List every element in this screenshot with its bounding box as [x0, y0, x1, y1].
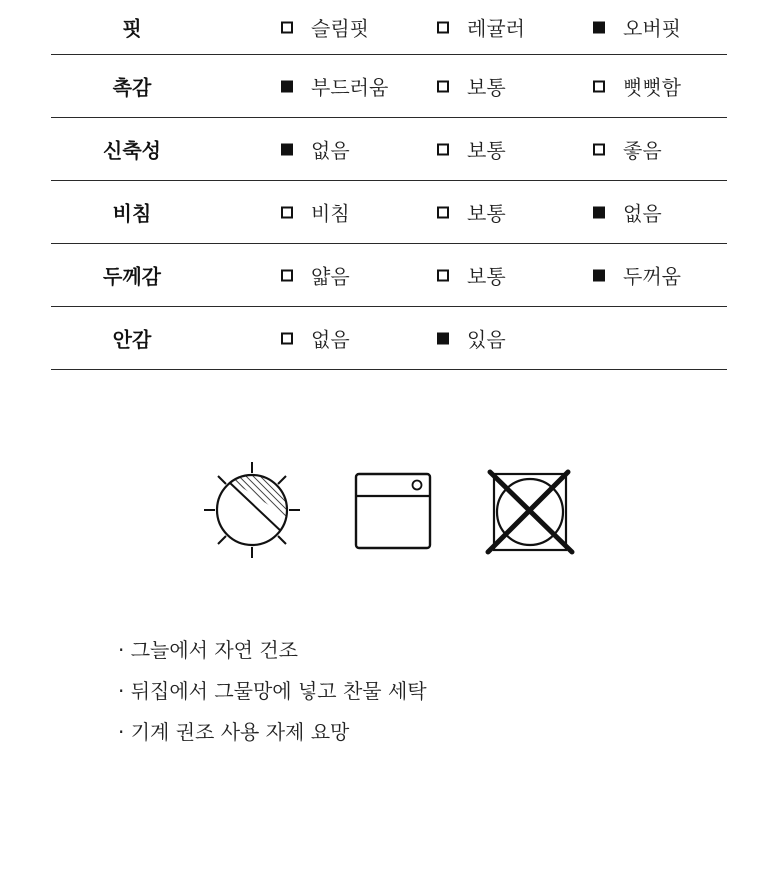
option-label: 오버핏	[623, 16, 681, 41]
option-label: 슬림핏	[311, 16, 369, 41]
spec-option	[437, 261, 506, 290]
unchecked-box-icon	[437, 143, 449, 155]
spec-option	[281, 13, 369, 42]
care-notes	[118, 632, 427, 755]
washing-machine-icon	[354, 472, 432, 550]
option-label: 부드러움	[311, 75, 389, 100]
option-label: 없음	[311, 327, 350, 352]
care-note: · 뒤집에서 그물망에 넣고 찬물 세탁	[118, 679, 427, 703]
option-label: 얇음	[311, 264, 350, 289]
option-label: 좋음	[623, 138, 662, 163]
spec-option	[437, 72, 506, 101]
spec-row	[51, 244, 727, 307]
spec-label: 촉감	[112, 75, 152, 100]
spec-row	[51, 307, 727, 370]
unchecked-box-icon	[593, 80, 605, 92]
spec-label: 신축성	[103, 138, 161, 163]
spec-option	[281, 261, 350, 290]
spec-row	[51, 181, 727, 244]
unchecked-box-icon	[437, 80, 449, 92]
spec-option	[593, 261, 681, 290]
spec-option	[437, 13, 525, 42]
care-note: · 기계 권조 사용 자제 요망	[118, 720, 350, 744]
spec-option	[593, 198, 662, 227]
spec-option	[593, 13, 681, 42]
checked-box-icon	[593, 21, 605, 33]
option-label: 보통	[467, 75, 506, 100]
spec-option	[437, 324, 506, 353]
checked-box-icon	[593, 206, 605, 218]
care-note: · 그늘에서 자연 건조	[118, 638, 298, 662]
option-label: 뻣뻣함	[623, 75, 681, 100]
spec-row	[51, 118, 727, 181]
unchecked-box-icon	[437, 269, 449, 281]
unchecked-box-icon	[437, 21, 449, 33]
option-label: 비침	[311, 201, 350, 226]
option-label: 두꺼움	[623, 264, 681, 289]
spec-option	[281, 198, 350, 227]
spec-option	[593, 72, 681, 101]
unchecked-box-icon	[281, 332, 293, 344]
spec-option	[437, 135, 506, 164]
unchecked-box-icon	[281, 21, 293, 33]
spec-table	[51, 0, 727, 370]
spec-row	[51, 55, 727, 118]
option-label: 있음	[467, 327, 506, 352]
checked-box-icon	[281, 80, 293, 92]
shade-dry-icon	[203, 462, 301, 558]
option-label: 레귤러	[467, 16, 525, 41]
spec-option	[437, 198, 506, 227]
checked-box-icon	[281, 143, 293, 155]
spec-label: 안감	[112, 327, 152, 352]
unchecked-box-icon	[437, 206, 449, 218]
unchecked-box-icon	[593, 143, 605, 155]
spec-label: 비침	[112, 201, 152, 226]
spec-option	[281, 135, 350, 164]
no-tumble-dry-icon	[484, 468, 578, 556]
option-label: 보통	[467, 264, 506, 289]
spec-label: 핏	[122, 16, 142, 41]
option-label: 없음	[311, 138, 350, 163]
option-label: 없음	[623, 201, 662, 226]
unchecked-box-icon	[281, 269, 293, 281]
checked-box-icon	[593, 269, 605, 281]
spec-option	[593, 135, 662, 164]
unchecked-box-icon	[281, 206, 293, 218]
spec-label: 두께감	[103, 264, 161, 289]
option-label: 보통	[467, 138, 506, 163]
spec-option	[281, 324, 350, 353]
checked-box-icon	[437, 332, 449, 344]
spec-option	[281, 72, 388, 101]
option-label: 보통	[467, 201, 506, 226]
care-icons	[0, 462, 780, 558]
spec-row	[51, 0, 727, 55]
